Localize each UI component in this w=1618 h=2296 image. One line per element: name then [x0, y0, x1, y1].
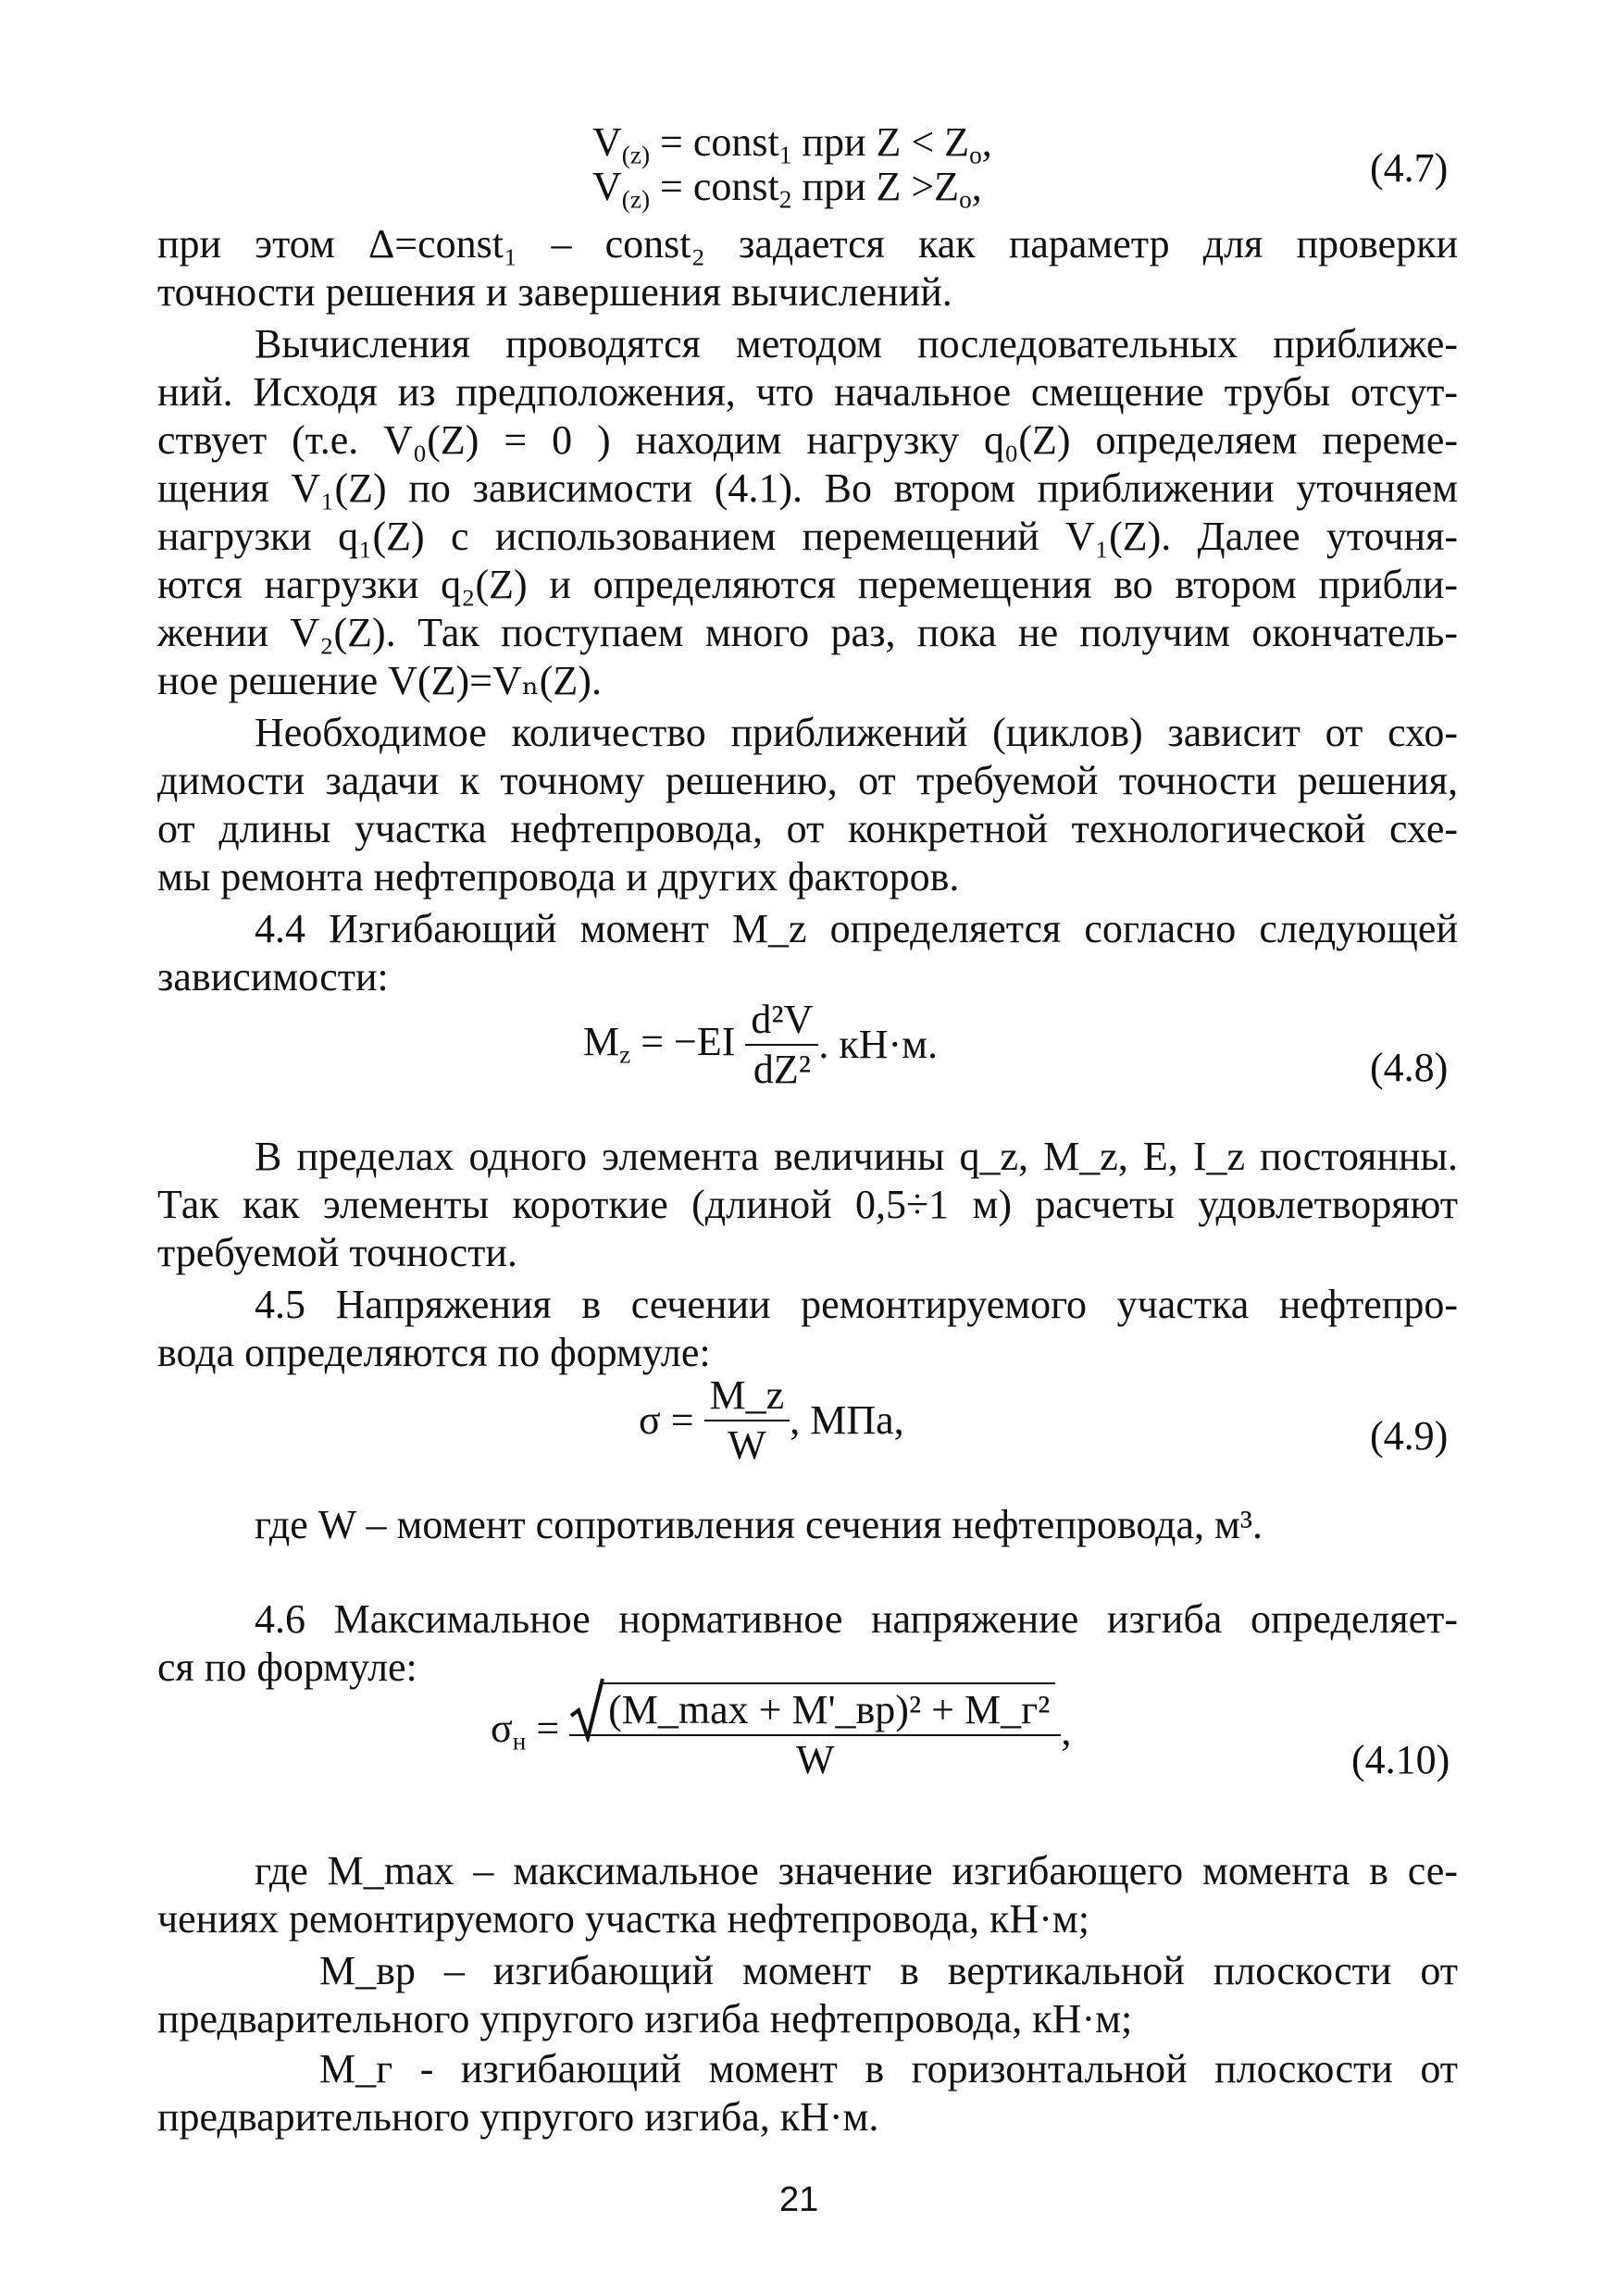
fraction — [704, 1372, 790, 1468]
text-line: где W – момент сопротивления сечения нефтепровода, м³. — [255, 1502, 1263, 1547]
fraction-numerator — [569, 1682, 1061, 1736]
fraction-denominator: W — [728, 1422, 766, 1468]
text-line: требуемой точности. — [157, 1230, 517, 1275]
radical-sign-icon — [569, 1677, 604, 1742]
section-4-6-line: 4.6 Максимальное нормативное напряжение изгиба определяет- — [255, 1596, 1458, 1642]
eq-text: при Z >Z — [791, 164, 960, 209]
eq-subscript: (z) — [621, 185, 651, 214]
eq-subscript: 2 — [778, 185, 792, 214]
section-4-5-line: 4.5 Напряжения в сечении ремонтируемого участка нефтепро- — [255, 1282, 1458, 1327]
eq-text: при Z < Z — [791, 119, 970, 165]
text-line: M_вр – изгибающий момент в вертикальной плоскости от — [319, 1948, 1458, 1993]
eq-text: = −EI — [630, 1019, 736, 1064]
eq-text: , — [981, 119, 992, 165]
text-line: ствует (т.е. V₀(Z) = 0 ) находим нагрузку q₀(Z) определяем переме- — [157, 417, 1458, 463]
equation-4-8 — [583, 999, 938, 1090]
eq-subscript: 1 — [778, 141, 792, 169]
text-line: ются нагрузки q₂(Z) и определяются перемещения во втором прибли- — [157, 562, 1458, 607]
equation-4-7-line-2 — [592, 164, 982, 214]
text-line: ний. Исходя из предположения, что начальное смещение трубы отсут- — [157, 369, 1458, 415]
equation-4-10 — [491, 1682, 1071, 1781]
eq-text: , — [971, 164, 982, 209]
text-line: предварительного упругого изгиба нефтепровода, кН·м; — [157, 1996, 1133, 2042]
fraction — [569, 1682, 1061, 1781]
fraction-numerator: M_z — [704, 1375, 790, 1421]
text-line: точности решения и завершения вычислений. — [157, 269, 952, 315]
eq-text: V — [592, 119, 622, 165]
eq-text: = const — [650, 119, 779, 165]
eq-text: . кН·м. — [818, 1022, 939, 1067]
text-line: чениях ремонтируемого участка нефтепровода, кН·м; — [157, 1896, 1089, 1942]
equation-number-4-9: (4.9) — [1370, 1413, 1449, 1458]
eq-text: , МПа, — [790, 1397, 904, 1443]
equation-number-4-10: (4.10) — [1351, 1737, 1450, 1782]
text-line: В пределах одного элемента величины q_z, M_z, E, I_z постоянны. — [255, 1134, 1458, 1179]
eq-text: σ = — [639, 1397, 704, 1443]
eq-text: V — [592, 164, 622, 209]
eq-text: = const — [650, 164, 779, 209]
section-4-4-line: 4.4 Изгибающий момент M_z определяется согласно следующей — [255, 906, 1458, 951]
eq-subscript: z — [619, 1040, 631, 1069]
text-line: предварительного упругого изгиба, кН·м. — [157, 2094, 879, 2140]
text-line: нагрузки q₁(Z) с использованием перемещений V₁(Z). Далее уточня- — [157, 514, 1458, 559]
fraction — [745, 999, 818, 1090]
equation-number-4-8: (4.8) — [1370, 1045, 1449, 1090]
equation-4-9 — [639, 1372, 904, 1468]
text-line: димости задачи к точному решению, от требуемой точности решения, — [157, 758, 1458, 803]
eq-subscript: (z) — [621, 141, 651, 169]
text-line: ся по формуле: — [157, 1644, 417, 1690]
eq-subscript: н — [512, 1727, 527, 1756]
eq-text: σ — [491, 1706, 513, 1751]
text-line: вода определяются по формуле: — [157, 1330, 711, 1375]
text-line: мы ремонта нефтепровода и других факторов. — [157, 854, 960, 900]
eq-text: M — [583, 1019, 620, 1064]
fraction-numerator: d²V — [745, 999, 818, 1046]
square-root — [569, 1682, 1055, 1731]
eq-text: = — [526, 1706, 570, 1751]
text-line: где M_max – максимальное значение изгибающего момента в се- — [255, 1848, 1458, 1893]
text-line: M_г - изгибающий момент в горизонтальной плоскости от — [319, 2046, 1458, 2091]
text-line: жении V₂(Z). Так поступаем много раз, пока не получим окончатель- — [157, 610, 1458, 655]
text-line: Вычисления проводятся методом последовательных приближе- — [255, 321, 1458, 366]
equation-number-4-7: (4.7) — [1370, 145, 1449, 191]
page-number: 21 — [779, 2180, 819, 2219]
text-line: ное решение V(Z)=Vₙ(Z). — [157, 658, 602, 703]
text-line: щения V₁(Z) по зависимости (4.1). Во втором приближении уточняем — [157, 465, 1458, 511]
eq-subscript: o — [959, 185, 972, 214]
fraction-denominator: dZ² — [753, 1047, 811, 1092]
radicand: (M_max + M'_вр)² + M_г² — [603, 1682, 1055, 1731]
text-line: Необходимое количество приближений (циклов) зависит от схо- — [255, 710, 1458, 755]
fraction-denominator: W — [795, 1737, 835, 1782]
text-line: при этом Δ=const₁ – const₂ задается как параметр для проверки — [157, 221, 1458, 267]
text-line: зависимости: — [157, 954, 389, 999]
eq-subscript: o — [969, 141, 982, 169]
eq-text: , — [1061, 1708, 1072, 1754]
text-line: Так как элементы короткие (длиной 0,5÷1 м) расчеты удовлетворяют — [157, 1182, 1458, 1227]
equation-4-7-line-1 — [592, 119, 992, 169]
text-line: от длины участка нефтепровода, от конкретной технологической схе- — [157, 806, 1458, 851]
